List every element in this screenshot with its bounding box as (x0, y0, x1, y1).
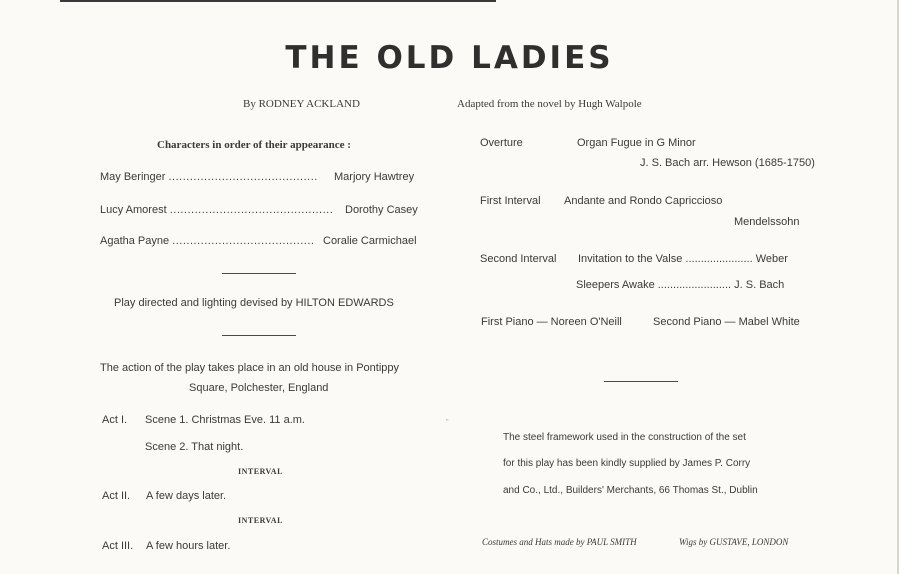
director-line: Play directed and lighting devised by HILTON EDWARDS (114, 297, 394, 309)
act-3-label: Act III. (102, 540, 134, 552)
acknowledgement-line-3: and Co., Ltd., Builders' Merchants, 66 Thomas St., Dublin (503, 485, 758, 496)
act-1-scene-1: Scene 1. Christmas Eve. 11 a.m. (145, 414, 305, 426)
setting-line-1: The action of the play takes place in an old house in Pontippy (100, 362, 400, 374)
act-2-text: A few days later. (146, 490, 227, 502)
acknowledgement-line-2: for this play has been kindly supplied by James P. Corry (503, 458, 751, 469)
play-title: THE OLD LADIES (285, 40, 614, 76)
second-piano: Second Piano — Mabel White (653, 316, 800, 328)
first-interval-piece: Andante and Rondo Capriccioso (564, 195, 723, 207)
cast-role: Lucy Amorest (100, 204, 167, 216)
second-interval-piece-2: Sleepers Awake ........................ J. S. Bach (576, 279, 785, 291)
cast-dots: ........................................ (172, 235, 315, 247)
overture-composer: J. S. Bach arr. Hewson (1685-1750) (640, 157, 815, 169)
cast-dots: .......................................... (168, 171, 318, 183)
divider (222, 335, 296, 336)
first-interval-label: First Interval (480, 195, 541, 207)
act-2-label: Act II. (102, 490, 131, 502)
characters-heading: Characters in order of their appearance : (157, 139, 351, 151)
cast-row (100, 235, 314, 247)
cast-actor: Marjory Hawtrey (334, 171, 415, 183)
author-line: By RODNEY ACKLAND (243, 98, 360, 110)
interval-label: INTERVAL (238, 516, 283, 525)
print-mark: " (446, 419, 449, 426)
divider (604, 381, 678, 382)
cast-actor: Coralie Carmichael (323, 235, 417, 247)
cast-row (100, 171, 318, 183)
top-edge-line (60, 0, 496, 2)
adaptation-line: Adapted from the novel by Hugh Walpole (457, 98, 642, 110)
act-3-text: A few hours later. (146, 540, 231, 552)
acknowledgement-line-1: The steel framework used in the construction of the set (503, 432, 746, 443)
cast-role: May Beringer (100, 171, 166, 183)
cast-actor: Dorothy Casey (345, 204, 418, 216)
divider (222, 273, 296, 274)
overture-piece: Organ Fugue in G Minor (577, 137, 696, 149)
setting-line-2: Square, Polchester, England (189, 382, 329, 394)
interval-label: INTERVAL (238, 467, 283, 476)
second-interval-label: Second Interval (480, 253, 557, 265)
cast-row (100, 204, 333, 216)
act-1-label: Act I. (102, 414, 128, 426)
first-interval-composer: Mendelssohn (734, 216, 800, 228)
first-piano: First Piano — Noreen O'Neill (481, 316, 622, 328)
overture-label: Overture (480, 137, 523, 149)
costumes-credit: Costumes and Hats made by PAUL SMITH (482, 537, 637, 547)
cast-dots: .............................................. (169, 204, 334, 216)
cast-role: Agatha Payne (100, 235, 170, 247)
act-1-scene-2: Scene 2. That night. (145, 441, 244, 453)
wigs-credit: Wigs by GUSTAVE, LONDON (679, 537, 789, 547)
second-interval-piece-1: Invitation to the Valse ...................... Weber (578, 253, 788, 265)
